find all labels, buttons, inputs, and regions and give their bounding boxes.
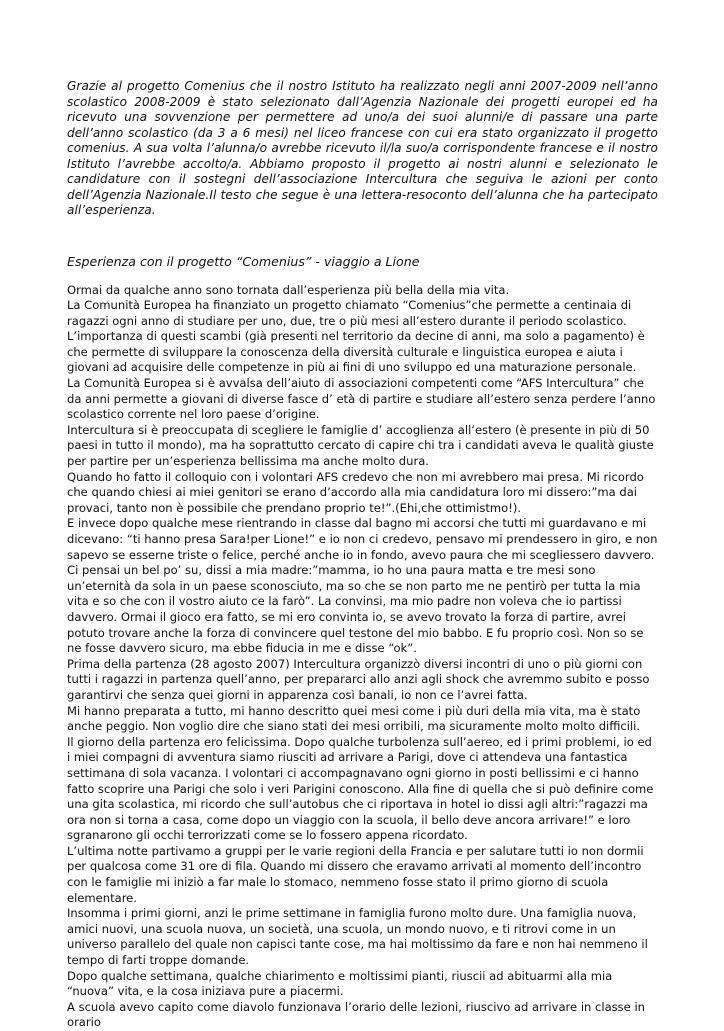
body-paragraph: A scuola avevo capito come diavolo funzionava l’orario delle lezioni, riuscivo ad arrivare in classe in orario [67, 1000, 658, 1031]
document-title: Esperienza con il progetto “Comenius” - viaggio a Lione [67, 254, 658, 270]
body-paragraph: E invece dopo qualche mese rientrando in classe dal bagno mi accorsi che tutti mi guardavano e mi dicevano: “ti hanno presa Sara!per Lione!” e io non ci credevo, pensavo mi prendessero in giro, e non sapevo se esserne triste o felice, perché anche io in fondo, avevo paura che mi scegliessero davvero. [67, 516, 658, 563]
body-paragraph: Intercultura si è preoccupata di scegliere le famiglie d’ accoglienza all‘estero (è presente in più di 50 paesi in tutto il mondo), ma ha soprattutto cercato di capire chi tra i candidati aveva le qualità giuste per partire per un’esperienza bellissima ma anche molto dura. [67, 423, 658, 470]
body-paragraph: Quando ho fatto il colloquio con i volontari AFS credevo che non mi avrebbero mai presa. Mi ricordo che quando chiesi ai miei genitori se erano d’accordo alla mia candidatura loro mi dissero:”ma dai provaci, tanto non è possibile che prendano proprio te!”.(Ehi,che ottimistmo!). [67, 470, 658, 517]
body-paragraph: Mi hanno preparata a tutto, mi hanno descritto quei mesi come i più duri della mia vita, ma è stato anche peggio. Non voglio dire che siano stati dei mesi orribili, ma sicuramente molto molto difficili. [67, 704, 658, 735]
body-paragraph: Ci pensai un bel po’ su, dissi a mia madre:”mamma, io ho una paura matta e tre mesi sono un’eternità da sola in un paese sconosciuto, ma so che se non parto me ne pentirò per tutta la mia vita e so che con il vostro aiuto ce la farò”. La convinsi, ma mio padre non voleva che io partissi davvero. Ormai il gioco era fatto, se mi ero convinta io, se avevo trovato la forza di partire, avrei potuto trovare anche la forza di convincere quel testone del mio babbo. E fu proprio così. Non so se ne fosse davvero sicuro, ma ebbe fiducia in me e disse “ok”. [67, 563, 658, 657]
letter-body [67, 283, 658, 1031]
body-paragraph: L’ultima notte partivamo a gruppi per le varie regioni della Francia e per salutare tutti io non dormii per qualcosa come 31 ore di fila. Quando mi dissero che eravamo arrivati al momento dell’incontro con le famiglie mi iniziò a far male lo stomaco, nemmeno fosse stato il primo giorno di scuola elementare. [67, 844, 658, 906]
body-paragraph: Ormai da qualche anno sono tornata dall’esperienza più bella della mia vita. [67, 283, 658, 299]
body-paragraph: Dopo qualche settimana, qualche chiarimento e moltissimi pianti, riuscii ad abituarmi alla mia “nuova” vita, e la cosa iniziava pure a piacermi. [67, 969, 658, 1000]
body-paragraph: Insomma i primi giorni, anzi le prime settimane in famiglia furono molto dure. Una famiglia nuova, amici nuovi, una scuola nuova, un società, una scuola, un mondo nuovo, e ti ritrovi come in un universo parallelo del quale non capisci tante cose, ma hai moltissimo da fare e non hai nemmeno il tempo di farti troppe domande. [67, 906, 658, 968]
body-paragraph: Prima della partenza (28 agosto 2007) Intercultura organizzò diversi incontri di uno o più giorni con tutti i ragazzi in partenza quell’anno, per prepararci allo anzi agli shock che avremmo subito e posso garantirvi che senza quei giorni in apparenza così banali, io non ce l’avrei fatta. [67, 657, 658, 704]
document-page [67, 79, 658, 1031]
body-paragraph: La Comunità Europea ha finanziato un progetto chiamato “Comenius”che permette a centinaia di ragazzi ogni anno di studiare per uno, due, tre o più mesi all’estero durante il periodo scolastico. L’importanza di questi scambi (già presenti nel territorio da decine di anni, ma solo a pagamento) è che permette di sviluppare la conoscenza della diversità culturale e linguistica europea e aiuta i giovani ad acquisire delle competenze in più ai fini di uno sviluppo ed una maturazione personale. [67, 298, 658, 376]
body-paragraph: La Comunità Europea si è avvalsa dell’aiuto di associazioni competenti come “AFS Intercultura” che da anni permette a giovani di diverse fasce d’ età di partire e studiare all’estero senza perdere l’anno scolastico corrente nel loro paese d’origine. [67, 376, 658, 423]
intro-paragraph: Grazie al progetto Comenius che il nostro Istituto ha realizzato negli anni 2007-2009 nell’anno scolastico 2008-2009 è stato selezionato dall’Agenzia Nazionale dei progetti europei ed ha ricevuto una sovvenzione per permettere ad uno/a dei suoi alunni/e di passare una parte dell’anno scolastico (da 3 a 6 mesi) nel liceo francese con cui era stato organizzato il progetto comenius. A sua volta l’alunna/o avrebbe ricevuto il/la suo/a corrispondente francese e il nostro Istituto l’avrebbe accolto/a. Abbiamo proposto il progetto ai nostri alunni e selezionato le candidature con il sostegni dell’associazione Intercultura che seguiva le azioni per conto dell’Agenzia Nazionale.Il testo che segue è una lettera-resoconto dell’alunna che ha partecipato all’esperienza. [67, 79, 658, 219]
body-paragraph: Il giorno della partenza ero felicissima. Dopo qualche turbolenza sull’aereo, ed i primi problemi, io ed i miei compagni di avventura siamo riusciti ad arrivare a Parigi, dove ci attendeva una fantastica settimana di sola vacanza. I volontari ci accompagnavano ogni giorno in posti bellissimi e ci hanno fatto scoprire una Parigi che solo i veri Parigini conoscono. Alla fine di quella che si può definire come una gita scolastica, mi ricordo che sull’autobus che ci riportava in hotel io dissi agli altri:”ragazzi ma ora non si torna a casa, come dopo un viaggio con la scuola, il bello deve ancora arrivare!” e loro sgranarono gli occhi terrorizzati come se lo fossero appena ricordato. [67, 735, 658, 844]
